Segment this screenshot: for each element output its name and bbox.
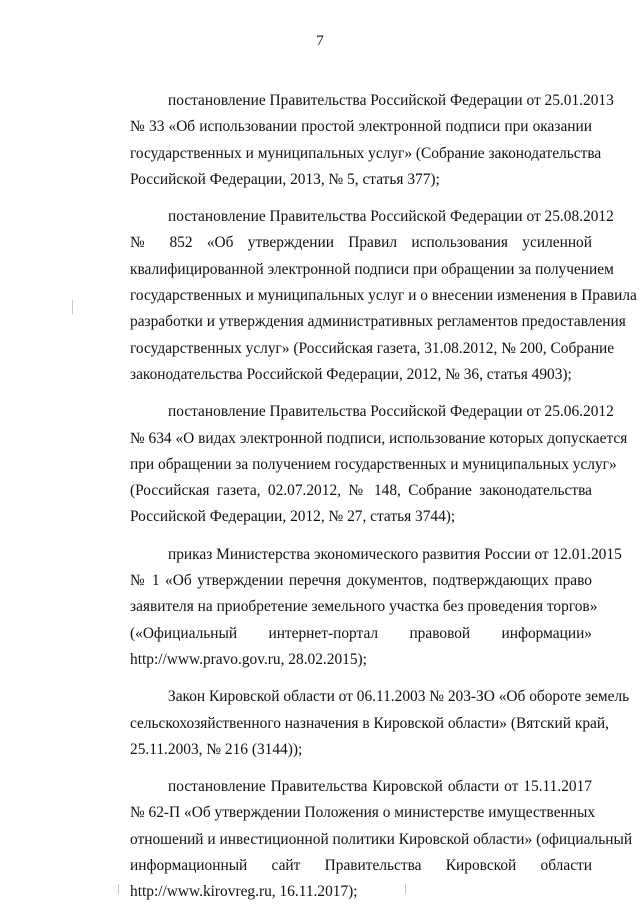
text-line: Закон Кировской области от 06.11.2003 № 203-ЗО «Об обороте земель: [168, 688, 630, 706]
document-body: [92, 88, 637, 906]
paragraph: [92, 684, 630, 763]
text-line: № 62-П «Об утверждении Положения о министерстве имущественных: [130, 804, 596, 822]
text-line: государственных и муниципальных услуг и о внесении изменения в Правила: [130, 287, 637, 305]
text-line: государственных услуг» (Российская газета, 31.08.2012, № 200, Собрание: [130, 339, 615, 357]
text-line: № 1 «Об утверждении перечня документов, подтверждающих право: [130, 572, 592, 590]
paragraph: [92, 542, 622, 673]
text-line: http://www.pravo.gov.ru, 28.02.2015);: [130, 650, 367, 668]
text-line: постановление Правительства Российской Федерации от 25.06.2012: [168, 403, 614, 421]
paragraph: [92, 88, 614, 193]
text-line: http://www.kirovreg.ru, 16.11.2017);: [130, 883, 358, 901]
text-line: постановление Правительства Российской Федерации от 25.08.2012: [168, 208, 614, 226]
paragraph: [92, 399, 628, 530]
text-line: квалифицированной электронной подписи при обращении за получением: [130, 260, 614, 278]
text-line: разработки и утверждения административных регламентов предоставления: [130, 313, 626, 331]
text-line: Российской Федерации, 2013, № 5, статья 377);: [130, 170, 440, 188]
text-line: сельскохозяйственного назначения в Кировской области» (Вятский край,: [130, 714, 609, 732]
text-line: приказ Министерства экономического развития России от 12.01.2015: [168, 545, 622, 563]
text-line: 25.11.2003, № 216 (3144));: [130, 740, 303, 758]
text-line: («Официальный интернет-портал правовой информации»: [130, 624, 592, 642]
scan-mark: [405, 884, 406, 894]
text-line: № 634 «О видах электронной подписи, использование которых допускается: [130, 429, 628, 447]
text-line: постановление Правительства Кировской области от 15.11.2017: [168, 778, 592, 796]
text-line: законодательства Российской Федерации, 2012, № 36, статья 4903);: [130, 365, 572, 383]
scan-mark: [118, 884, 119, 894]
paragraph: [92, 204, 637, 388]
text-line: № 852 «Об утверждении Правил использования усиленной: [130, 234, 592, 252]
text-line: информационный сайт Правительства Кировской области: [130, 857, 592, 875]
text-line: при обращении за получением государственных и муниципальных услуг»: [130, 455, 617, 473]
text-line: заявителя на приобретение земельного участка без проведения торгов»: [130, 598, 598, 616]
text-line: постановление Правительства Российской Федерации от 25.01.2013: [168, 92, 614, 109]
page-number: 7: [316, 33, 324, 49]
scan-mark: [72, 300, 73, 314]
text-line: Российской Федерации, 2012, № 27, статья 3744);: [130, 508, 456, 526]
text-line: (Российская газета, 02.07.2012, № 148, Собрание законодательства: [130, 482, 592, 500]
text-line: государственных и муниципальных услуг» (Собрание законодательства: [130, 144, 602, 162]
text-line: отношений и инвестиционной политики Кировской области» (официальный: [130, 830, 633, 848]
text-line: № 33 «Об использовании простой электронной подписи при оказании: [130, 118, 592, 136]
paragraph: [92, 774, 633, 905]
